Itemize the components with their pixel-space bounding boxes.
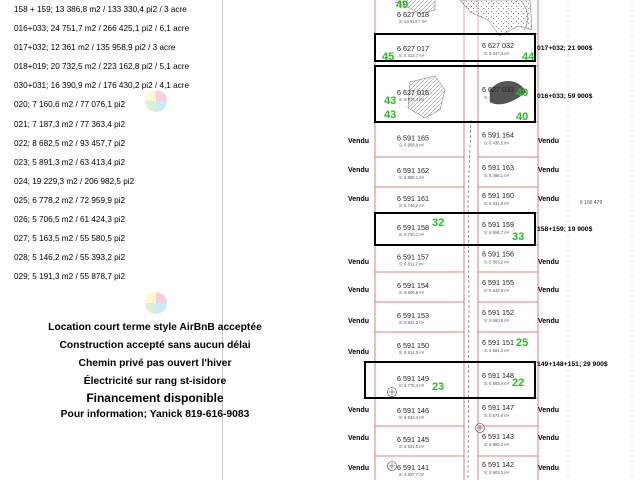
lot-area: S: 6 814,0 m²: [399, 350, 425, 355]
lot-number: 6 591 143: [482, 432, 514, 441]
lot-area: S: 8 876,4 m²: [399, 97, 425, 102]
cadastral-plan-drawing: [340, 0, 640, 480]
lot-number: 6 591 159: [482, 220, 514, 229]
lot-green-number: 40: [516, 87, 529, 99]
lot-area: S: 6 811,7 m²: [399, 261, 424, 267]
lot-area: S: 6 656,7 m²: [484, 230, 510, 235]
lot-number: 6 591 150: [397, 341, 429, 350]
lot-group-149-148-151: [365, 362, 535, 398]
lot-area-item: 158 + 159; 13 386,8 m2 / 133 330,4 pi2 / 3 acre: [14, 5, 187, 14]
vendu-label-right: Vendu: [538, 259, 560, 266]
lot-number: 6 627 016: [397, 88, 429, 97]
vendu-label-left: Vendu: [348, 287, 370, 294]
lot-area-item: 021; 7 187,3 m2 / 77 363,4 pi2: [14, 119, 126, 129]
price-label: 149+148+151; 29 900$: [537, 361, 608, 368]
lot-area-list: [14, 0, 189, 286]
lot-parcel-right: [478, 157, 538, 187]
lot-parcel-right: [478, 213, 538, 245]
lot-number: 6 591 155: [482, 278, 514, 287]
price-label: 158+159; 19 900$: [537, 226, 593, 233]
lot-number: 6 591 160: [482, 191, 514, 200]
vendu-label-right: Vendu: [538, 167, 560, 174]
lot-area-item: 028; 5 146,2 m2 / 55 393,2 pi2: [14, 253, 126, 263]
lot-area: S: 5 542,0 m²: [484, 288, 510, 293]
price-label: 017+032; 21 900$: [537, 45, 593, 52]
wetland-area: [460, 0, 532, 36]
lot-parcel-right: [478, 426, 538, 456]
lot-area-item: 029; 5 191,3 m2 / 55 878,7 pi2: [14, 272, 126, 282]
lot-green-number: 32: [432, 217, 445, 229]
lot-green-number: 49: [396, 0, 409, 11]
vendu-label-left: Vendu: [348, 407, 370, 414]
info-contact: Pour information; Yanick 819-616-9083: [60, 409, 250, 420]
watermark-bubble-icon: [145, 292, 167, 314]
lot-area: S: 6 631,9 m²: [484, 201, 510, 206]
cadastral-plan: [340, 0, 640, 480]
vendu-label-left: Vendu: [348, 318, 370, 325]
lot-number: 6 591 148: [482, 371, 514, 380]
lot-green-number: 44: [522, 51, 535, 63]
lot-green-number: 33: [512, 231, 525, 243]
vendu-label-right: Vendu: [538, 287, 560, 294]
lot-area: S: 6 730,1 m²: [399, 232, 425, 237]
lot-number: 6 591 164: [482, 130, 514, 140]
lot-green-number: 25: [516, 337, 529, 349]
lot-area: S: 5 603,3 m²: [484, 470, 510, 475]
lot-number: 6 591 153: [397, 311, 429, 320]
lot-parcel-right: [478, 332, 538, 362]
lot-area: S: 6 632,4 m²: [399, 415, 425, 420]
lot-pricing-panel: [0, 0, 223, 480]
lot-area-item: 027; 5 163,5 m2 / 55 580,5 pi2: [14, 234, 126, 244]
lot-number: 6 591 161: [397, 194, 429, 203]
lot-number: 6 591 162: [397, 166, 429, 175]
lot-area: S: 6 958,9 m²: [399, 142, 425, 148]
vendu-label-left: Vendu: [348, 196, 370, 203]
lot-area-item: 017+032; 12 361 m2 / 135 958,9 pi2 / 3 acre: [14, 43, 176, 53]
lot-parcel-right: [478, 302, 538, 332]
lot-number: 6 627 017: [397, 44, 429, 53]
vendu-label-left: Vendu: [348, 435, 370, 442]
lot-area: S: 6 486,1 m²: [484, 173, 510, 178]
lot-area: S: 6 806,6 m²: [399, 290, 425, 295]
lot-area: S: 6 886,1 m²: [399, 175, 425, 180]
lot-area-item: 024; 19 229,3 m2 / 206 982,5 pi2: [14, 176, 135, 186]
lot-area: S: 12 144,6 m²: [484, 95, 512, 100]
vendu-label-right: Vendu: [538, 435, 560, 442]
vendu-label-right: Vendu: [538, 407, 560, 414]
lot-area: S: 6 843,2 m²: [399, 320, 425, 325]
info-construction: Construction accepté sans aucun délai: [59, 340, 251, 351]
lot-number: 6 591 152: [482, 308, 514, 317]
lot-area-item: 030+031; 16 390,9 m2 / 176 430,2 pi2 / 4,1 acre: [14, 81, 190, 91]
lot-number: 6 591 154: [397, 281, 429, 290]
lot-number: 6 591 151: [482, 338, 514, 347]
lot-area: S: 5 693,4 m²: [484, 381, 510, 386]
lot-number: 6 627 032: [482, 41, 514, 50]
watermark-bubble-icon: [145, 90, 167, 112]
info-financing: Financement disponible: [86, 391, 224, 405]
vendu-label-left: Vendu: [348, 138, 370, 145]
vendu-label-left: Vendu: [348, 465, 370, 472]
lot-number: 6 591 149: [397, 374, 429, 383]
lot-number: 6 591 145: [397, 435, 429, 444]
lot-area: S: 5 880,3 m²: [484, 442, 510, 447]
tree-symbol-icon: [389, 389, 395, 395]
vendu-label-right: Vendu: [538, 318, 560, 325]
vendu-label-right: Vendu: [538, 465, 560, 472]
lot-green-number: 45: [382, 51, 395, 63]
lot-area-item: 022; 8 682,5 m2 / 93 457,7 pi2: [14, 138, 126, 148]
lot-green-number: 43: [384, 95, 397, 107]
tree-symbol-icon: [389, 463, 395, 469]
lot-parcel-right: [478, 362, 538, 398]
vendu-label-left: Vendu: [348, 167, 370, 174]
vendu-label-left: Vendu: [348, 259, 370, 266]
lot-parcel-right: [478, 272, 538, 302]
lot-area: S: 13 614,7 m²: [399, 19, 427, 24]
lot-green-number: 43: [384, 109, 397, 121]
lot-number: 6 591 146: [397, 406, 429, 415]
lot-area-item: 023; 5 891,3 m2 / 63 413,4 pi2: [14, 157, 126, 167]
lot-area: S: 4 507,7 m²: [399, 472, 425, 477]
lot-area: S: 5 560,8 m²: [484, 318, 510, 323]
vendu-label-left: Vendu: [348, 349, 370, 356]
lot-area-item: 016+033; 24 751,7 m2 / 266 425,1 pi2 / 6,1 acre: [14, 24, 190, 34]
lot-area: S: 5 574,8 m²: [484, 413, 510, 418]
lot-green-number: 40: [516, 111, 529, 123]
lot-number: 6 591 158: [397, 223, 429, 232]
lot-area-item: 020; 7 160,6 m2 / 77 076,1 pi2: [14, 100, 126, 110]
lot-area: S: 6 047,3 m²: [484, 51, 510, 56]
lot-number: 6 591 163: [482, 163, 514, 172]
lot-area: S: 5 563,2 m²: [484, 259, 510, 265]
road-centerline: [468, 120, 471, 480]
vendu-label-right: Vendu: [538, 138, 560, 145]
lot-area: S: 6 531,0 m²: [399, 444, 425, 449]
lot-area: S: 6 775,4 m²: [399, 383, 425, 388]
lot-number: 6 591 157: [397, 252, 429, 262]
reference-number: 6 166 479: [580, 200, 603, 206]
lot-parcel-right: [478, 122, 538, 157]
lot-area: S: 5 591,3 m²: [484, 348, 510, 353]
vendu-label-right: Vendu: [538, 196, 560, 203]
lot-area-item: 018+019; 20 732,5 m2 / 223 162,8 pi2 / 5,1 acre: [14, 62, 190, 72]
info-road: Chemin privé pas ouvert l'hiver: [78, 358, 232, 369]
lot-number: 6 591 147: [482, 403, 514, 412]
lot-number: 6 591 165: [397, 133, 429, 143]
info-airbnb: Location court terme style AirBnB acceptée: [48, 322, 262, 333]
lot-area: S: 6 413,7 m²: [399, 53, 425, 58]
lot-area: S: 6 746,2 m²: [399, 203, 425, 208]
lot-number: 6 591 142: [482, 460, 514, 469]
lot-number: 6 627 033: [482, 85, 514, 94]
lot-number: 6 591 156: [482, 249, 514, 259]
price-label: 016+033; 59 900$: [537, 93, 593, 100]
lot-number: 6 627 018: [397, 10, 429, 19]
lot-area-item: 025; 6 778,2 m2 / 72 959,9 pi2: [14, 195, 126, 205]
lot-green-number: 23: [432, 381, 445, 393]
lot-area-item: 026; 5 706,5 m2 / 61 424,3 pi2: [14, 215, 126, 225]
lot-number: 6 591 141: [397, 463, 429, 472]
info-electricity: Électricité sur rang st-isidore: [83, 376, 227, 387]
lot-area: S: 6 436,5 m²: [484, 140, 510, 146]
lot-green-number: 22: [512, 377, 525, 389]
